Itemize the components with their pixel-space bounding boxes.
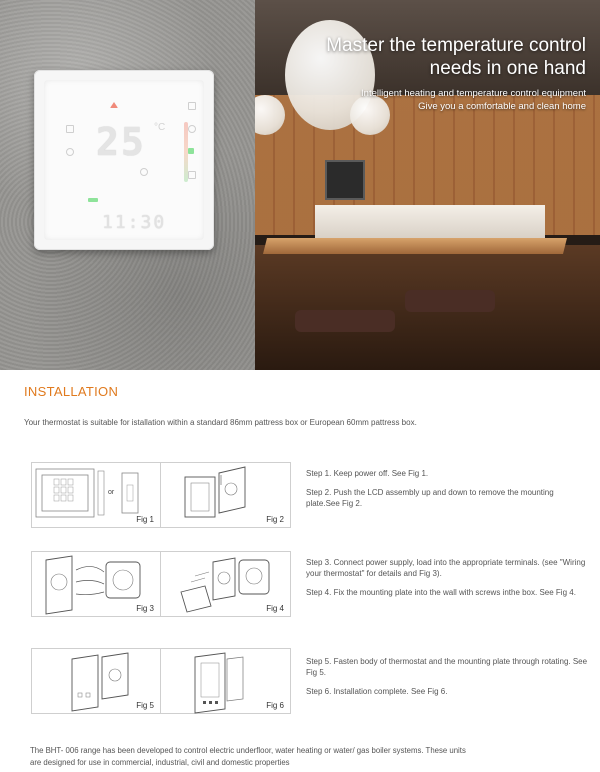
product-description-line: The BHT- 006 range has been developed to control electric underfloor, water heating or water/ gas boiler systems. These units	[30, 746, 466, 755]
eco-indicator-icon	[88, 198, 98, 202]
figure-or-text: or	[108, 489, 115, 496]
settings-icon	[66, 148, 74, 156]
floor-cushion	[295, 310, 395, 332]
steps-group-2	[306, 557, 588, 606]
kitchen-oven	[325, 160, 365, 200]
figure-label: Fig 2	[266, 515, 284, 524]
wifi-icon	[140, 168, 148, 176]
step-2: Step 2. Push the LCD assembly up and down to remove the mounting plate.See Fig 2.	[306, 488, 554, 508]
hero-subtitle-line: Intelligent heating and temperature control equipment	[361, 88, 586, 99]
thermostat-product-image	[34, 70, 214, 250]
figure-label: Fig 4	[266, 604, 284, 613]
figure-2	[161, 462, 291, 528]
thermostat-temperature: 25	[96, 120, 146, 164]
figure-row-1	[31, 462, 291, 528]
hero-title	[286, 34, 586, 80]
figure-label: Fig 5	[136, 701, 154, 710]
steps-group-3	[306, 656, 588, 705]
mode-icon	[188, 171, 196, 179]
hero-title-line: Master the temperature control	[326, 35, 586, 56]
floor-cushion	[405, 290, 495, 312]
wall-background	[0, 0, 255, 370]
hero-title-line: needs in one hand	[429, 58, 586, 79]
figure-3	[31, 551, 161, 617]
steps-group-1	[306, 468, 588, 517]
clock-icon	[188, 125, 196, 133]
product-description-line: are designed for use in commercial, industrial, civil and domestic properties	[30, 758, 290, 767]
kitchen-counter	[315, 205, 545, 239]
hero-subtitle	[286, 87, 586, 113]
step-6: Step 6. Installation complete. See Fig 6.	[306, 687, 448, 696]
step-3: Step 3. Connect power supply, load into the appropriate terminals. (see "Wiring your thermostat" for details and Fig 3).	[306, 558, 586, 578]
figure-row-3	[31, 648, 291, 714]
hero-banner	[0, 0, 600, 370]
thermostat-clock: 11:30	[102, 212, 167, 233]
lock-icon	[66, 125, 74, 133]
installation-heading: INSTALLATION	[24, 384, 119, 399]
menu-icon	[188, 102, 196, 110]
temperature-level-bar	[184, 122, 188, 182]
figure-6	[161, 648, 291, 714]
installation-intro: Your thermostat is suitable for istallation within a standard 86mm pattress box or European 60mm pattress box.	[24, 418, 417, 427]
thermostat-panel	[44, 80, 204, 240]
product-description	[30, 745, 570, 769]
step-4: Step 4. Fix the mounting plate into the wall with screws inthe box. See Fig 4.	[306, 588, 576, 597]
figure-label: Fig 3	[136, 604, 154, 613]
step-1: Step 1. Keep power off. See Fig 1.	[306, 469, 429, 478]
power-icon	[188, 148, 194, 154]
figure-5	[31, 648, 161, 714]
thermostat-unit: °C	[154, 122, 166, 133]
hero-subtitle-line: Give you a comfortable and clean home	[418, 101, 586, 112]
figure-label: Fig 1	[136, 515, 154, 524]
heating-indicator-icon	[110, 102, 118, 108]
figure-1	[31, 462, 161, 528]
figure-4	[161, 551, 291, 617]
figure-label: Fig 6	[266, 701, 284, 710]
step-5: Step 5. Fasten body of thermostat and the mounting plate through rotating. See Fig 5.	[306, 657, 588, 677]
figure-row-2	[31, 551, 291, 617]
dining-table	[263, 238, 567, 254]
